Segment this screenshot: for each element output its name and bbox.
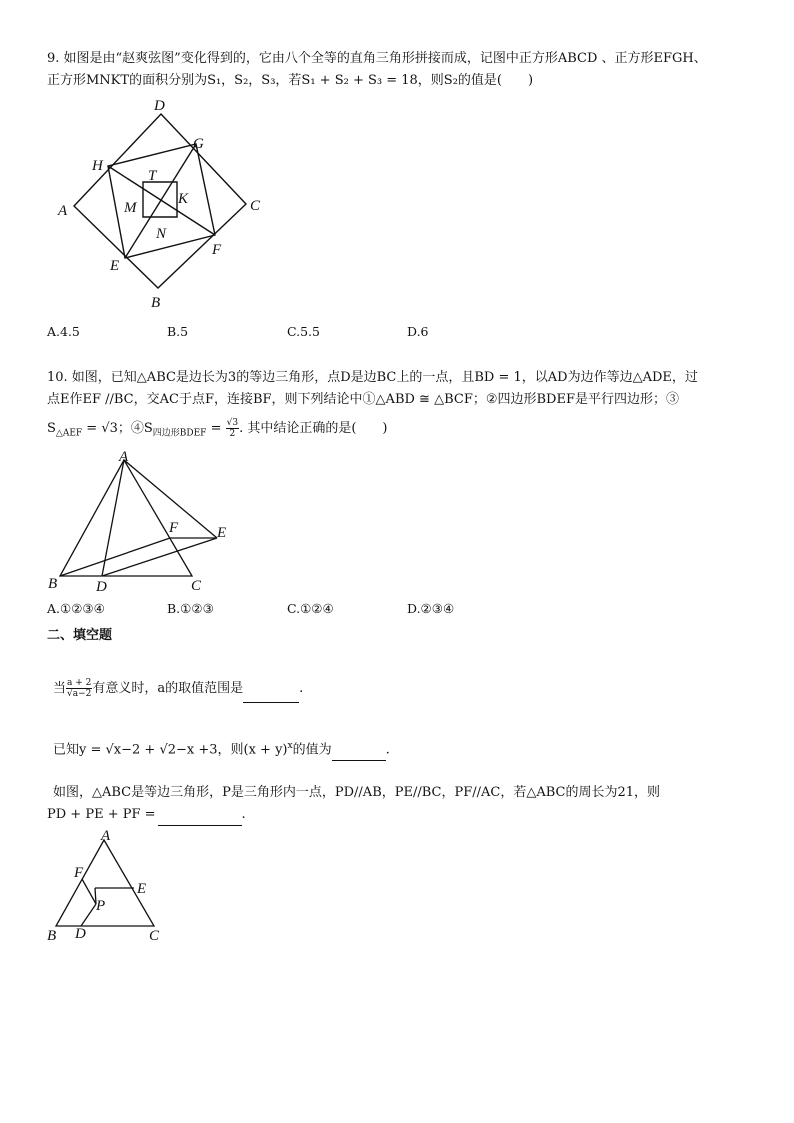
label-E: E	[110, 258, 120, 274]
label-B: B	[48, 576, 58, 592]
q10-figure	[44, 448, 244, 596]
q9-option-a[interactable]: A.4.5	[47, 324, 80, 339]
label-C: C	[191, 578, 202, 594]
label-A: A	[58, 203, 68, 219]
q10-option-d[interactable]: D.②③④	[407, 601, 455, 616]
triangle-abc	[60, 460, 192, 576]
q10-text-line2: 点E作EF //BC，交AC于点F，连接BF，则下列结论中①△ABD ≅ △BCF；②四边形BDEF是平行四边形；③	[47, 392, 679, 407]
label-K: K	[178, 191, 189, 207]
q9-option-d[interactable]: D.6	[407, 324, 429, 339]
q10-text-line1: 10. 如图，已知△ABC是边长为3的等边三角形，点D是边BC上的一点，且BD = 1，以AD为边作等边△ADE，过	[47, 370, 698, 385]
label-A: A	[119, 449, 129, 465]
q9-text-line2: 正方形MNKT的面积分别为S₁，S₂，S₃，若S₁ + S₂ + S₃ = 18，则S₂的值是( )	[47, 73, 534, 88]
label-B: B	[47, 928, 57, 944]
fill2-blank[interactable]	[332, 740, 386, 761]
q9-option-b[interactable]: B.5	[167, 324, 189, 339]
fill3-text-line1: 如图，△ABC是等边三角形，P是三角形内一点，PD//AB，PE//BC，PF//AC，若△ABC的周长为21，则	[53, 785, 661, 800]
q10-text-line3: $S_{\triangle AEF} = √3$；$④S_{四边形BDEF}$ = $\frac{√3}{2}$ . 其中结论正确的是( )	[47, 418, 388, 439]
fill1-text: 当 $\frac{a + 2}{√a-2}$ 有意义时，a的取值范围是 .	[53, 676, 303, 703]
label-D: D	[154, 98, 165, 114]
label-D: D	[96, 579, 107, 595]
label-T: T	[148, 168, 157, 184]
label-F: F	[169, 520, 179, 536]
fill3-blank[interactable]	[158, 805, 242, 826]
label-E: E	[217, 525, 227, 541]
label-D: D	[75, 926, 86, 942]
fill2-text: 已知y = √x−2 + √2−x +3，则$(x + y)^x$的值为 .	[53, 736, 390, 761]
q10-option-a[interactable]: A.①②③④	[47, 601, 105, 616]
label-N: N	[156, 226, 167, 242]
section-title: 二、填空题	[47, 628, 113, 643]
label-F: F	[212, 242, 222, 258]
q9-figure	[50, 92, 280, 317]
label-A: A	[101, 828, 111, 844]
label-B: B	[151, 295, 161, 311]
q9-text-line1: 9. 如图是由“赵爽弦图”变化得到的，它由八个全等的直角三角形拼接而成，记图中正方形ABCD 、正方形EFGH、	[47, 51, 707, 66]
q9-option-c[interactable]: C.5.5	[287, 324, 320, 339]
fill3-text-line2: PD + PE + PF = .	[47, 805, 246, 826]
label-G: G	[193, 136, 204, 152]
label-F: F	[74, 865, 84, 881]
label-E: E	[137, 881, 147, 897]
fill1-blank[interactable]	[243, 676, 299, 703]
label-P: P	[96, 898, 106, 914]
q10-option-b[interactable]: B.①②③	[167, 601, 214, 616]
label-C: C	[250, 198, 261, 214]
fill3-figure	[44, 826, 169, 946]
label-H: H	[92, 158, 103, 174]
q10-option-c[interactable]: C.①②④	[287, 601, 334, 616]
label-M: M	[124, 200, 137, 216]
label-C: C	[149, 928, 160, 944]
